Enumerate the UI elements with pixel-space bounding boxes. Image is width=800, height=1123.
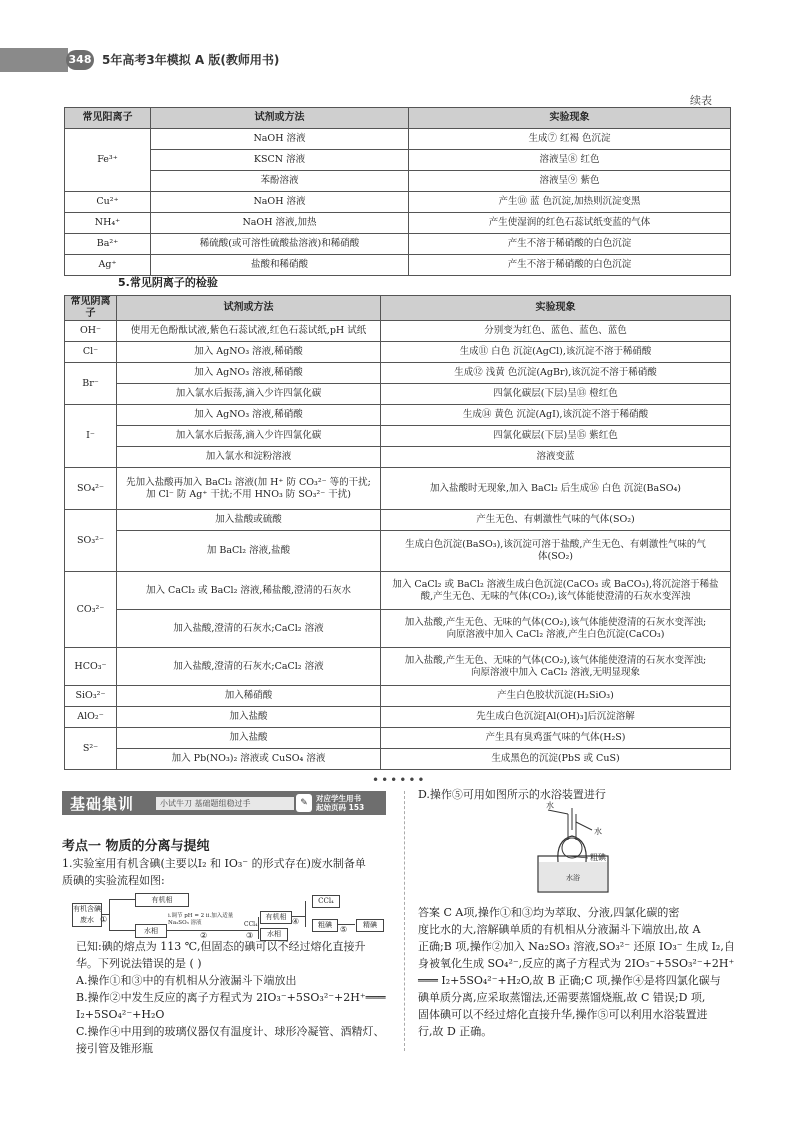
table-cell bbox=[381, 648, 731, 686]
text-line: 1.实验室用有机含碘(主要以I₂ 和 IO₃⁻ 的形式存在)废水制备单 bbox=[62, 857, 366, 870]
apparatus-label: 水 bbox=[546, 801, 554, 810]
table-cell: 产生不溶于稀硝酸的白色沉淀 bbox=[409, 255, 731, 276]
text-line: 身被氧化生成 SO₄²⁻,反应的离子方程式为 2IO₃⁻+5SO₃²⁻+2H⁺ bbox=[418, 957, 735, 970]
table-cell: 产生具有臭鸡蛋气味的气体(H₂S) bbox=[381, 728, 731, 749]
option-b: B.操作②中发生反应的离子方程式为 2IO₃⁻+5SO₃²⁻+2H⁺═══ bbox=[76, 991, 386, 1004]
table-cell: 生成⑫ 浅黄 色沉淀(AgBr),该沉淀不溶于稀硝酸 bbox=[381, 363, 731, 384]
table-cell: NaOH 溶液,加热 bbox=[151, 213, 409, 234]
cell-line: 加入盐酸,产生无色、无味的气体(CO₂),该气体能使澄清的石灰水变浑浊; bbox=[404, 654, 707, 666]
table-cell: 溶液呈⑨ 紫色 bbox=[409, 171, 731, 192]
cell-line: 加入 CaCl₂ 或 BaCl₂ 溶液生成白色沉淀(CaCO₃ 或 BaCO₃),将沉淀溶于稀盐 bbox=[392, 578, 719, 590]
table-cell: 产生白色胶状沉淀(H₂SiO₃) bbox=[381, 686, 731, 707]
flow-op-label: ② bbox=[200, 931, 208, 940]
option-c: C.操作④中用到的玻璃仪器仅有温度计、球形冷凝管、酒精灯、 bbox=[76, 1025, 385, 1038]
text-line: 质碘的实验流程如图: bbox=[62, 874, 165, 887]
ion-cl: Cl⁻ bbox=[65, 342, 117, 363]
flow-diagram bbox=[72, 893, 390, 940]
flow-ccl4-label: CCl₄ bbox=[244, 921, 258, 928]
table-cell: NaOH 溶液 bbox=[151, 192, 409, 213]
topic-title: 考点一 物质的分离与提纯 bbox=[62, 839, 210, 854]
cation-table bbox=[64, 107, 731, 276]
table-cell: 四氯化碳层(下层)呈⑬ 橙红色 bbox=[381, 384, 731, 405]
continued-label: 续表 bbox=[690, 94, 712, 107]
table-cell: 产生无色、有刺激性气味的气体(SO₂) bbox=[381, 510, 731, 531]
ion-co3: CO₃²⁻ bbox=[65, 572, 117, 648]
header-bar bbox=[0, 48, 68, 72]
text-line: 行,故 D 正确。 bbox=[418, 1025, 493, 1038]
table-cell bbox=[381, 572, 731, 610]
table-cell: 苯酚溶液 bbox=[151, 171, 409, 192]
table-cell: 加入盐酸或硫酸 bbox=[117, 510, 381, 531]
table-cell bbox=[381, 531, 731, 572]
header-result: 实验现象 bbox=[381, 296, 731, 321]
ion-cell: Cu²⁺ bbox=[65, 192, 151, 213]
ion-cell: NH₄⁺ bbox=[65, 213, 151, 234]
table-cell: 加入 AgNO₃ 溶液,稀硝酸 bbox=[117, 342, 381, 363]
option-d: D.操作⑤可用如图所示的水浴装置进行 bbox=[418, 788, 606, 801]
table-cell: 加入 Pb(NO₃)₂ 溶液或 CuSO₄ 溶液 bbox=[117, 749, 381, 770]
table-cell bbox=[381, 610, 731, 648]
table-cell: 加入氯水和淀粉溶液 bbox=[117, 447, 381, 468]
apparatus-label: 水 bbox=[594, 827, 602, 836]
table-cell: 加入氯水后振荡,滴入少许四氯化碳 bbox=[117, 384, 381, 405]
table-cell: 加入盐酸时无现象,加入 BaCl₂ 后生成⑯ 白色 沉淀(BaSO₄) bbox=[381, 468, 731, 510]
flow-op-label: ① bbox=[100, 915, 108, 924]
page-number: 348 bbox=[66, 50, 94, 70]
option-a: A.操作①和③中的有机相从分液漏斗下端放出 bbox=[76, 974, 297, 987]
text-line: 答案 C A项,操作①和③均为萃取、分液,四氯化碳的密 bbox=[418, 906, 680, 919]
table-cell: 加入 AgNO₃ 溶液,稀硝酸 bbox=[117, 363, 381, 384]
header-ion: 常见阳离子 bbox=[65, 108, 151, 129]
table-cell: 加入盐酸 bbox=[117, 707, 381, 728]
table-cell: 生成⑪ 白色 沉淀(AgCl),该沉淀不溶于稀硝酸 bbox=[381, 342, 731, 363]
cell-line: 生成白色沉淀(BaSO₃),该沉淀可溶于盐酸,产生无色、有刺激性气味的气 bbox=[405, 539, 706, 550]
flow-step2-text: i.调节 pH = 2 ii.加入适量 Na₂SO₃ 溶液 bbox=[168, 913, 234, 926]
text-line: 固体碘可以不经过熔化直接升华,操作⑤可以利用水浴装置进 bbox=[418, 1008, 708, 1021]
table-cell: 加入 CaCl₂ 或 BaCl₂ 溶液,稀盐酸,澄清的石灰水 bbox=[117, 572, 381, 610]
flow-crude-iodine-box: 粗碘 bbox=[312, 919, 338, 932]
ion-hco3: HCO₃⁻ bbox=[65, 648, 117, 686]
table-cell: 四氯化碳层(下层)呈⑮ 紫红色 bbox=[381, 426, 731, 447]
flow-line bbox=[258, 917, 259, 939]
flow-organic-box: 有机相 bbox=[135, 893, 189, 907]
table-cell: 加入盐酸,澄清的石灰水;CaCl₂ 溶液 bbox=[117, 648, 381, 686]
flow-ccl4-box: CCl₄ bbox=[312, 895, 340, 908]
anion-table bbox=[64, 295, 731, 770]
table-cell: 加 BaCl₂ 溶液,盐酸 bbox=[117, 531, 381, 572]
table-cell: NaOH 溶液 bbox=[151, 129, 409, 150]
header-result: 实验现象 bbox=[409, 108, 731, 129]
ion-cell: Ba²⁺ bbox=[65, 234, 151, 255]
table-cell: 生成⑦ 红褐 色沉淀 bbox=[409, 129, 731, 150]
book-title: 5年高考3年模拟 A 版(教师用书) bbox=[102, 53, 280, 67]
flow-op-label: ③ bbox=[246, 931, 254, 940]
ion-so4: SO₄²⁻ bbox=[65, 468, 117, 510]
ion-sio3: SiO₃²⁻ bbox=[65, 686, 117, 707]
flow-line bbox=[244, 930, 258, 931]
option-b-cont: I₂+5SO₄²⁻+H₂O bbox=[76, 1008, 165, 1021]
flow-aqueous-box: 水相 bbox=[135, 924, 167, 938]
table-cell: 生成黑色的沉淀(PbS 或 CuS) bbox=[381, 749, 731, 770]
ion-so3: SO₃²⁻ bbox=[65, 510, 117, 572]
cell-line: 体(SO₂) bbox=[537, 551, 574, 562]
header-method: 试剂或方法 bbox=[151, 108, 409, 129]
table-cell: 产生使湿润的红色石蕊试纸变蓝的气体 bbox=[409, 213, 731, 234]
flow-source-box: 有机含碘废水 bbox=[72, 903, 102, 927]
water-bath-apparatus bbox=[528, 800, 628, 896]
text-line: 度比水的大,溶解碘单质的有机相从分液漏斗下端放出,故 A bbox=[418, 923, 701, 936]
section-title: 5.常见阴离子的检验 bbox=[118, 276, 218, 289]
table-cell: 加入 AgNO₃ 溶液,稀硝酸 bbox=[117, 405, 381, 426]
table-cell: 加入氯水后振荡,滴入少许四氯化碳 bbox=[117, 426, 381, 447]
practice-title: 基础集训 bbox=[70, 795, 135, 813]
text-line: 已知:碘的熔点为 113 ℃,但固态的碘可以不经过熔化直接升 bbox=[76, 940, 366, 953]
table-cell: KSCN 溶液 bbox=[151, 150, 409, 171]
ion-s: S²⁻ bbox=[65, 728, 117, 770]
text-line: 华。下列说法错误的是 ( ) bbox=[76, 957, 202, 970]
ion-br: Br⁻ bbox=[65, 363, 117, 405]
ion-oh: OH⁻ bbox=[65, 321, 117, 342]
cell-line: 酸,产生无色、无味的气体(CO₂),该气体能使澄清的石灰水变浑浊 bbox=[420, 590, 691, 602]
table-cell: 产生⑩ 蓝 色沉淀,加热则沉淀变黑 bbox=[409, 192, 731, 213]
table-cell: 先生成白色沉淀[Al(OH)₃]后沉淀溶解 bbox=[381, 707, 731, 728]
flow-line bbox=[109, 899, 135, 900]
table-cell bbox=[117, 468, 381, 510]
practice-banner: 小试牛刀 基础题组稳过手 bbox=[156, 797, 294, 810]
question-stem bbox=[62, 855, 392, 889]
text-line: 碘单质分离,应采取蒸馏法,还需要蒸馏烧瓶,故 C 错误;D 项, bbox=[418, 991, 706, 1004]
cell-line: 向原溶液中加入 CaCl₂ 溶液,无明显现象 bbox=[470, 666, 641, 678]
ion-fe: Fe³⁺ bbox=[65, 129, 151, 192]
separator-dots: •••••• bbox=[372, 773, 427, 787]
cell-line: 向原溶液中加入 CaCl₂ 溶液,产生白色沉淀(CaCO₃) bbox=[446, 628, 665, 640]
flow-line bbox=[109, 930, 135, 931]
ion-cell: Ag⁺ bbox=[65, 255, 151, 276]
header-ion: 常见阴离子 bbox=[65, 296, 117, 321]
flow-refined-iodine-box: 精碘 bbox=[356, 919, 384, 932]
table-cell: 使用无色酚酞试液,紫色石蕊试液,红色石蕊试纸,pH 试纸 bbox=[117, 321, 381, 342]
flow-organic-box-2: 有机相 bbox=[260, 911, 292, 924]
option-c-cont: 接引管及锥形瓶 bbox=[76, 1042, 153, 1055]
table-cell: 稀硫酸(或可溶性硫酸盐溶液)和稀硝酸 bbox=[151, 234, 409, 255]
text-line: 正确;B 项,操作②加入 Na₂SO₃ 溶液,SO₃²⁻ 还原 IO₃⁻ 生成 I₂,自 bbox=[418, 940, 735, 953]
ion-alo2: AlO₂⁻ bbox=[65, 707, 117, 728]
column-divider bbox=[404, 791, 405, 1051]
table-cell: 盐酸和稀硝酸 bbox=[151, 255, 409, 276]
header-method: 试剂或方法 bbox=[117, 296, 381, 321]
book-icon: ✎ bbox=[296, 794, 312, 812]
cell-line: 加 Cl⁻ 防 Ag⁺ 干扰;不用 HNO₃ 防 SO₃²⁻ 干扰) bbox=[146, 488, 351, 500]
table-cell: 分别变为红色、蓝色、蓝色、蓝色 bbox=[381, 321, 731, 342]
text-line: ═══ I₂+5SO₄²⁻+H₂O,故 B 正确;C 项,操作④是将四氯化碳与 bbox=[418, 974, 721, 987]
cell-line: 先加入盐酸再加入 BaCl₂ 溶液(加 H⁺ 防 CO₃²⁻ 等的干扰; bbox=[126, 476, 371, 488]
ref-line: 起始页码 153 bbox=[316, 803, 365, 812]
flow-line bbox=[305, 901, 306, 927]
cell-line: 加入盐酸,产生无色、无味的气体(CO₂),该气体能使澄清的石灰水变浑浊; bbox=[404, 616, 707, 628]
flow-line bbox=[109, 899, 110, 931]
table-cell: 溶液变蓝 bbox=[381, 447, 731, 468]
answer-block bbox=[418, 904, 736, 1040]
table-cell: 溶液呈⑧ 红色 bbox=[409, 150, 731, 171]
ion-i: I⁻ bbox=[65, 405, 117, 468]
table-cell: 产生不溶于稀硝酸的白色沉淀 bbox=[409, 234, 731, 255]
apparatus-label: 粗碘 bbox=[590, 853, 606, 862]
question-body bbox=[76, 938, 394, 1057]
table-cell: 加入盐酸 bbox=[117, 728, 381, 749]
table-cell: 生成⑭ 黄色 沉淀(AgI),该沉淀不溶于稀硝酸 bbox=[381, 405, 731, 426]
apparatus-label: 水浴 bbox=[566, 874, 580, 882]
ref-line: 对应学生用书 bbox=[316, 794, 361, 803]
flow-aqueous-box-2: 水相 bbox=[260, 928, 288, 941]
table-cell: 加入盐酸,澄清的石灰水;CaCl₂ 溶液 bbox=[117, 610, 381, 648]
flow-op-label: ④ bbox=[292, 917, 300, 926]
student-book-ref bbox=[316, 794, 384, 812]
flow-op-label: ⑤ bbox=[340, 925, 348, 934]
table-cell: 加入稀硝酸 bbox=[117, 686, 381, 707]
